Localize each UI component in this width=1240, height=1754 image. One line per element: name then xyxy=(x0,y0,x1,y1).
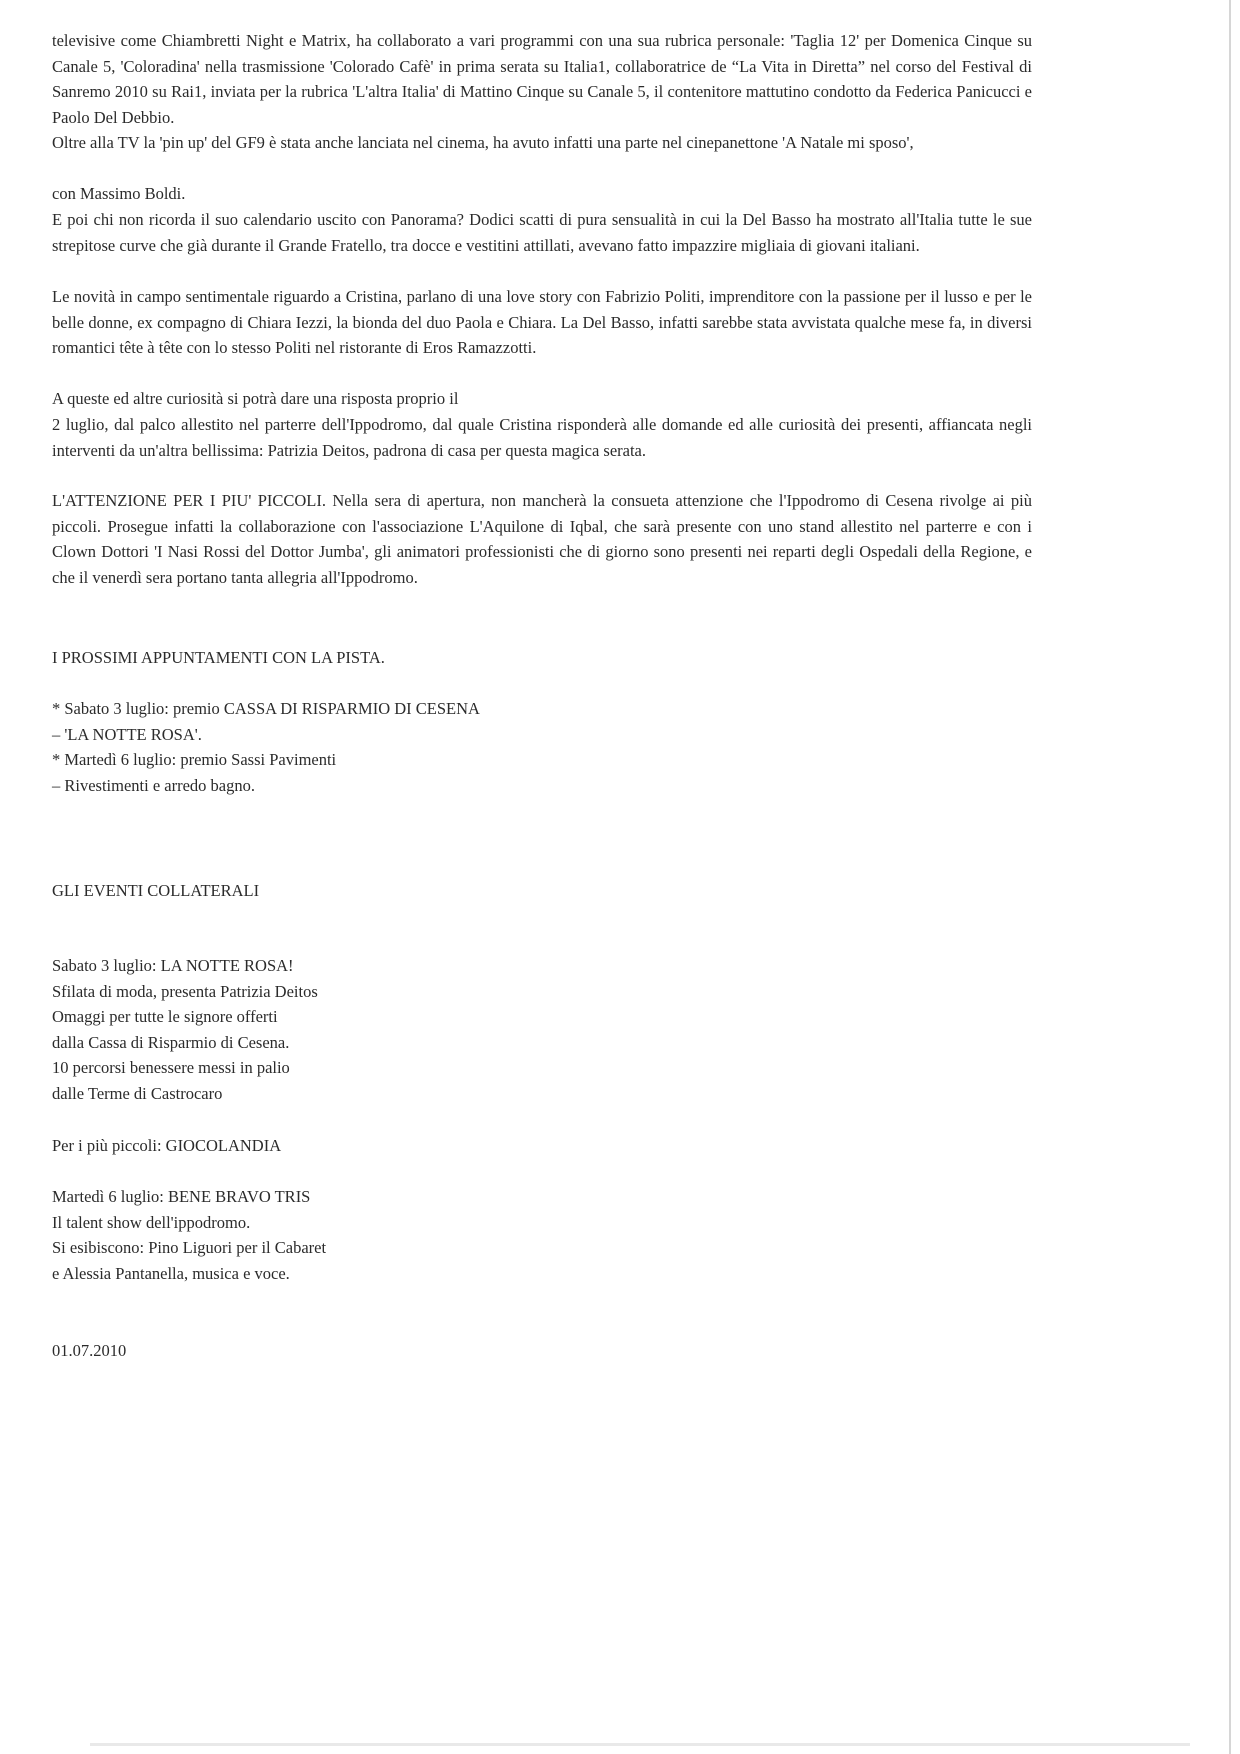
events-heading: GLI EVENTI COLLATERALI xyxy=(52,881,260,900)
list-item: Omaggi per tutte le signore offerti xyxy=(52,1007,278,1026)
list-item: Il talent show dell'ippodromo. xyxy=(52,1212,251,1232)
answers-line: A queste ed altre curiosità si potrà dare una risposta proprio il xyxy=(52,389,459,408)
calendar-paragraph: E poi chi non ricorda il suo calendario uscito con Panorama? Dodici scatti di pura sensualità in cui la Del Basso ha mostrato all'Italia tutte le sue strepitose curve che già durante il Grande Fratello, tra docce e vestitini attillati, avevano fatto impazzire migliaia di giovani italiani. xyxy=(52,210,1032,255)
list-item: Sfilata di moda, presenta Patrizia Deitos xyxy=(52,981,318,1001)
list-item: * Sabato 3 luglio: premio CASSA DI RISPARMIO DI CESENA xyxy=(52,699,480,718)
list-item: * Martedì 6 luglio: premio Sassi Pavimenti xyxy=(52,750,337,769)
answers-paragraph: 2 luglio, dal palco allestito nel parterre dell'Ippodromo, dal quale Cristina risponderà alle domande ed alle curiosità dei presenti, affiancata negli interventi da un'altra bellissima: Patrizia Deitos, padrona di casa per questa magica serata. xyxy=(52,415,1032,460)
kids-attention-paragraph: L'ATTENZIONE PER I PIU' PICCOLI. Nella sera di apertura, non mancherà la consueta attenzione che l'Ippodromo di Cesena rivolge ai più piccoli. Prosegue infatti la collaborazione con l'associazione L'Aquilone di Iqbal, che sarà presente con uno stand allestito nel parterre e con i Clown Dottori 'I Nasi Rossi del Dottor Jumba', gli animatori professionisti che di giorno sono presenti nei reparti degli Ospedali della Regione, e che il venerdì sera portano tanta allegria all'Ippodromo. xyxy=(52,491,1032,587)
list-item: Si esibiscono: Pino Liguori per il Cabaret xyxy=(52,1238,327,1257)
list-item: Sabato 3 luglio: LA NOTTE ROSA! xyxy=(52,956,294,975)
scan-smudge xyxy=(90,1743,1190,1746)
list-item: Martedì 6 luglio: BENE BRAVO TRIS xyxy=(52,1187,311,1206)
appointments-list xyxy=(52,696,1032,798)
document-date: 01.07.2010 xyxy=(52,1341,127,1360)
tuesday-event xyxy=(52,1184,1032,1286)
list-item: e Alessia Pantanella, musica e voce. xyxy=(52,1263,290,1283)
list-item: dalle Terme di Castrocaro xyxy=(52,1083,223,1103)
cinema-paragraph-end: con Massimo Boldi. xyxy=(52,184,186,203)
scan-edge xyxy=(1229,0,1231,1754)
list-item: – 'LA NOTTE ROSA'. xyxy=(52,724,202,744)
list-item: – Rivestimenti e arredo bagno. xyxy=(52,775,255,795)
list-item: 10 percorsi benessere messi in palio xyxy=(52,1058,290,1077)
love-story-paragraph: Le novità in campo sentimentale riguardo a Cristina, parlano di una love story con Fabrizio Politi, imprenditore con la passione per il lusso e per le belle donne, ex compagno di Chiara Iezzi, la bionda del duo Paola e Chiara. La Del Basso, infatti sarebbe stata avvistata qualche mese fa, in diversi romantici tête à tête con lo stesso Politi nel ristorante di Eros Ramazzotti. xyxy=(52,287,1032,357)
saturday-event xyxy=(52,953,1032,1106)
appointments-heading: I PROSSIMI APPUNTAMENTI CON LA PISTA. xyxy=(52,648,385,667)
cinema-paragraph: Oltre alla TV la 'pin up' del GF9 è stata anche lanciata nel cinema, ha avuto infatti una parte nel cinepanettone 'A Natale mi sposo', xyxy=(52,133,914,152)
kids-event: Per i più piccoli: GIOCOLANDIA xyxy=(52,1136,282,1155)
intro-paragraph: televisive come Chiambretti Night e Matrix, ha collaborato a vari programmi con una sua rubrica personale: 'Taglia 12' per Domenica Cinque su Canale 5, 'Coloradina' nella trasmissione 'Colorado Cafè' in prima serata su Italia1, collaboratrice de “La Vita in Diretta” nel corso del Festival di Sanremo 2010 su Rai1, inviata per la rubrica 'L'altra Italia' di Mattino Cinque su Canale 5, il contenitore mattutino condotto da Federica Panicucci e Paolo Del Debbio. xyxy=(52,31,1032,127)
list-item: dalla Cassa di Risparmio di Cesena. xyxy=(52,1032,290,1052)
